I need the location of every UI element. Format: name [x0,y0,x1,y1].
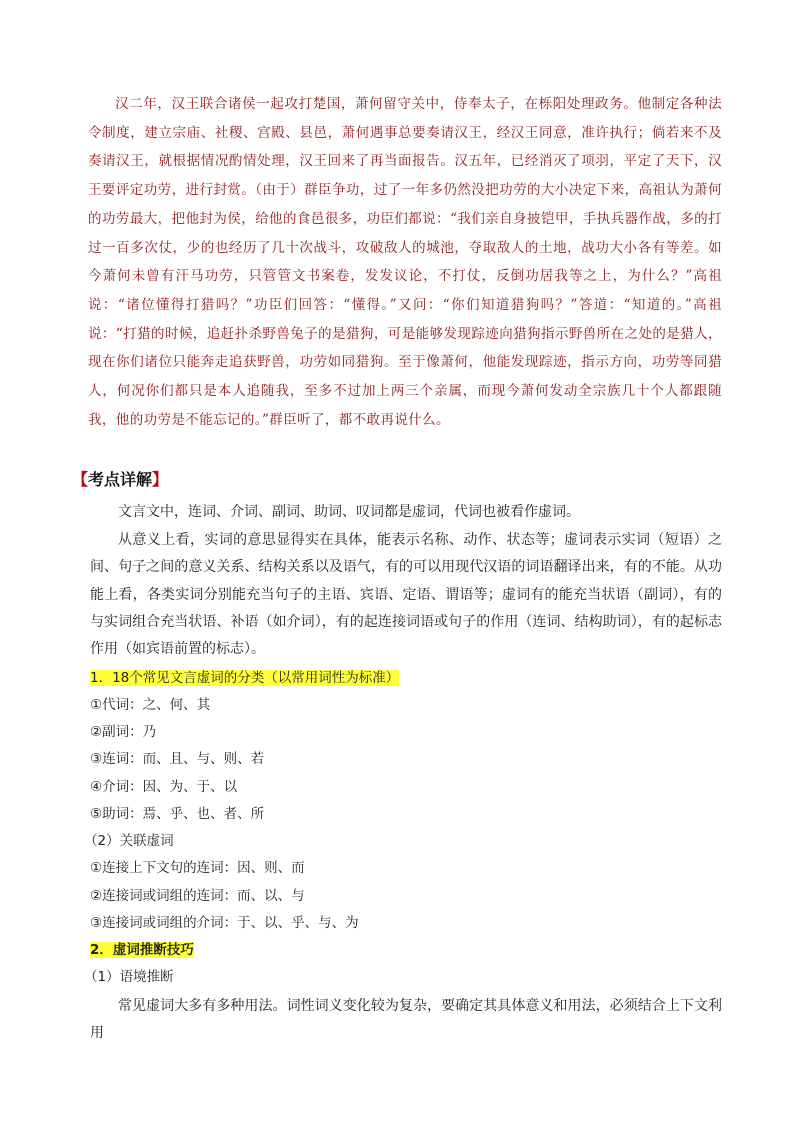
technique-heading-text: 2．虚词推断技巧 [90,942,194,958]
sub-heading-related-words: （2）关联虚词 [84,833,174,849]
categories-heading [90,667,399,689]
explanation-paragraph-2: 从意义上看，实词的意思显得实在具体，能表示名称、动作、状态等；虚词表示实词（短语）之间、句子之间的意义关系、结构关系以及语气，有的可以用现代汉语的词语翻译出来，有的不能。从功能上看，各类实词分别能充当句子的主语、宾语、定语、谓语等；虚词有的能充当状语（副词），有的与实词组合充当状语、补语（如介词），有的起连接词语或句子的作用（连词、结构助词），有的起标志作用（如宾语前置的标志）。 [90,532,722,658]
list-item: ②副词：乃 [90,724,157,740]
heading-bracket-close: 】 [152,470,169,489]
categories-heading-text: 个常见文言虚词的分类（以常用词性为标准） [129,670,400,686]
heading-title: 考点详解 [88,470,153,489]
explanation-paragraph-1: 文言文中，连词、介词、副词、助词、叹词都是虚词，代词也被看作虚词。 [118,504,580,520]
translation-paragraph: 汉二年，汉王联合诸侯一起攻打楚国，萧何留守关中，侍奉太子，在栎阳处理政务。他制定各种法令制度，建立宗庙、社稷、宫殿、县邑，萧何遇事总要奏请汉王，经汉王同意，准许执行；倘若来不及奏请汉王，就根据情况酌情处理，汉王回来了再当面报告。汉五年，已经消灭了项羽，平定了天下，汉王要评定功劳，进行封赏。（由于）群臣争功，过了一年多仍然没把功劳的大小决定下来，高祖认为萧何的功劳最大，把他封为侯，给他的食邑很多，功臣们都说：“我们亲自身披铠甲，手执兵器作战，多的打过一百多次仗，少的也经历了几十次战斗，攻破敌人的城池，夺取敌人的土地，战功大小各有等差。如今萧何未曾有汗马功劳，只管管文书案卷，发发议论，不打仗，反倒功居我等之上，为什么？”高祖说：“诸位懂得打猎吗？”功臣们回答：“懂得。”又问：“你们知道猎狗吗？”答道：“知道的。”高祖说：“打猎的时候，追赶扑杀野兽兔子的是猎狗，可是能够发现踪迹向猎狗指示野兽所在之处的是猎人，现在你们诸位只能奔走追获野兽，功劳如同猎狗。至于像萧何，他能发现踪迹，指示方向，功劳等同猎人，何况你们都只是本人追随我，至多不过加上两三个亲属，而现今萧何发动全宗族几十个人都跟随我，他的功劳是不能忘记的。”群臣听了，都不敢再说什么。 [88,96,722,428]
list-item: ④介词：因、为、于、以 [90,779,238,795]
list-item: ⑤助词：焉、乎、也、者、所 [90,806,265,822]
list-item: ①连接上下文句的连词：因、则、而 [90,860,305,876]
technique-heading [90,939,194,961]
list-item: ①代词：之、何、其 [90,697,211,713]
list-item: ③连词：而、且、与、则、若 [90,751,265,767]
sub-heading-context: （1）语境推断 [84,969,174,985]
heading-bracket-open: 【 [72,470,89,489]
categories-heading-number: 1．18 [90,670,130,686]
list-item: ③连接词或词组的介词：于、以、乎、与、为 [90,915,359,931]
section-heading [72,467,168,493]
list-item: ②连接词或词组的连词：而、以、与 [90,888,305,904]
technique-paragraph: 常见虚词大多有多种用法。词性词义变化较为复杂，要确定其具体意义和用法，必须结合上下文利用 [90,998,722,1042]
